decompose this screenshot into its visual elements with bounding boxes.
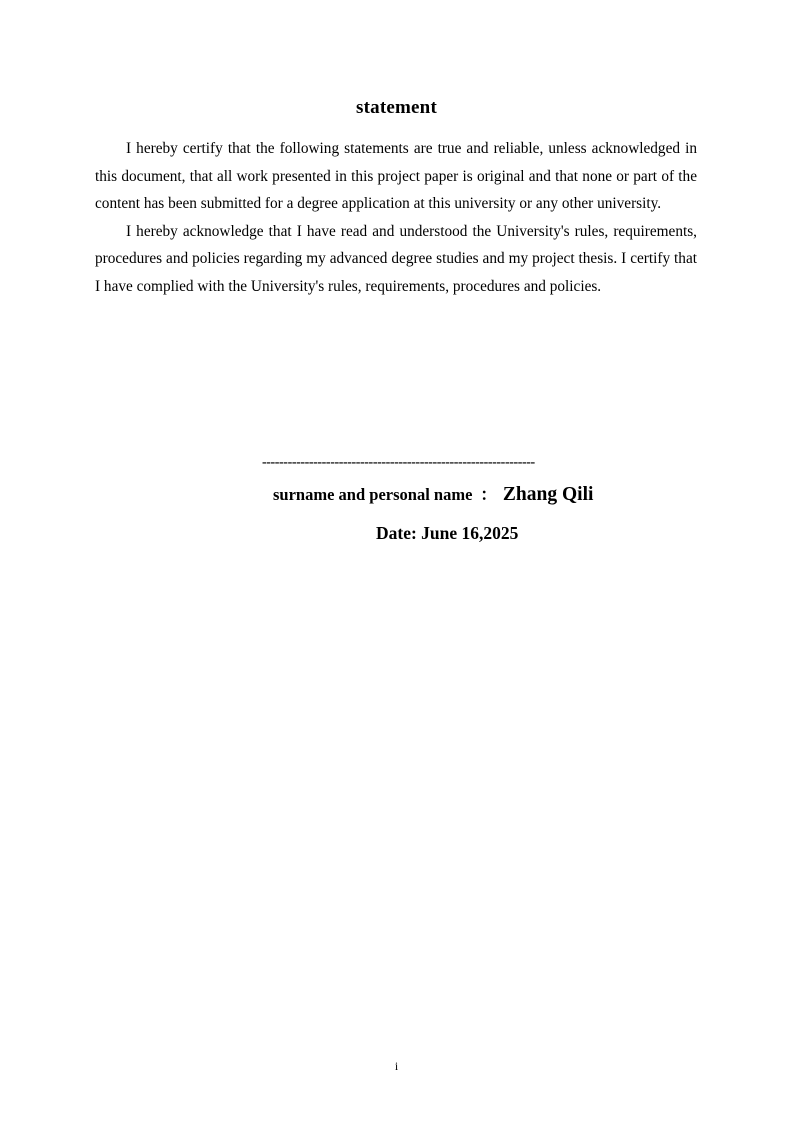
name-label: surname and personal name: [273, 485, 473, 504]
signatory-name-row: [273, 481, 593, 506]
statement-title: statement: [356, 97, 437, 118]
statement-body: [95, 135, 697, 301]
paragraph-acknowledgement: I hereby acknowledge that I have read and understood the University's rules, requirements, procedures and policies regarding my advanced degree studies and my project thesis. I certify that I have complied with the University's rules, requirements, procedures and policies.: [95, 222, 697, 295]
signatory-name: Zhang Qili: [502, 484, 594, 505]
name-separator: ：: [480, 485, 497, 504]
signature-date: Date: June 16,2025: [376, 523, 519, 543]
paragraph-certification: I hereby certify that the following statements are true and reliable, unless acknowledged in this document, that all work presented in this project paper is original and that none or part of the content has been submitted for a degree application at this university or any other university.: [95, 140, 697, 213]
page-number: i: [394, 1059, 399, 1073]
signature-line: ----------------------------------------------------------------: [262, 455, 535, 470]
